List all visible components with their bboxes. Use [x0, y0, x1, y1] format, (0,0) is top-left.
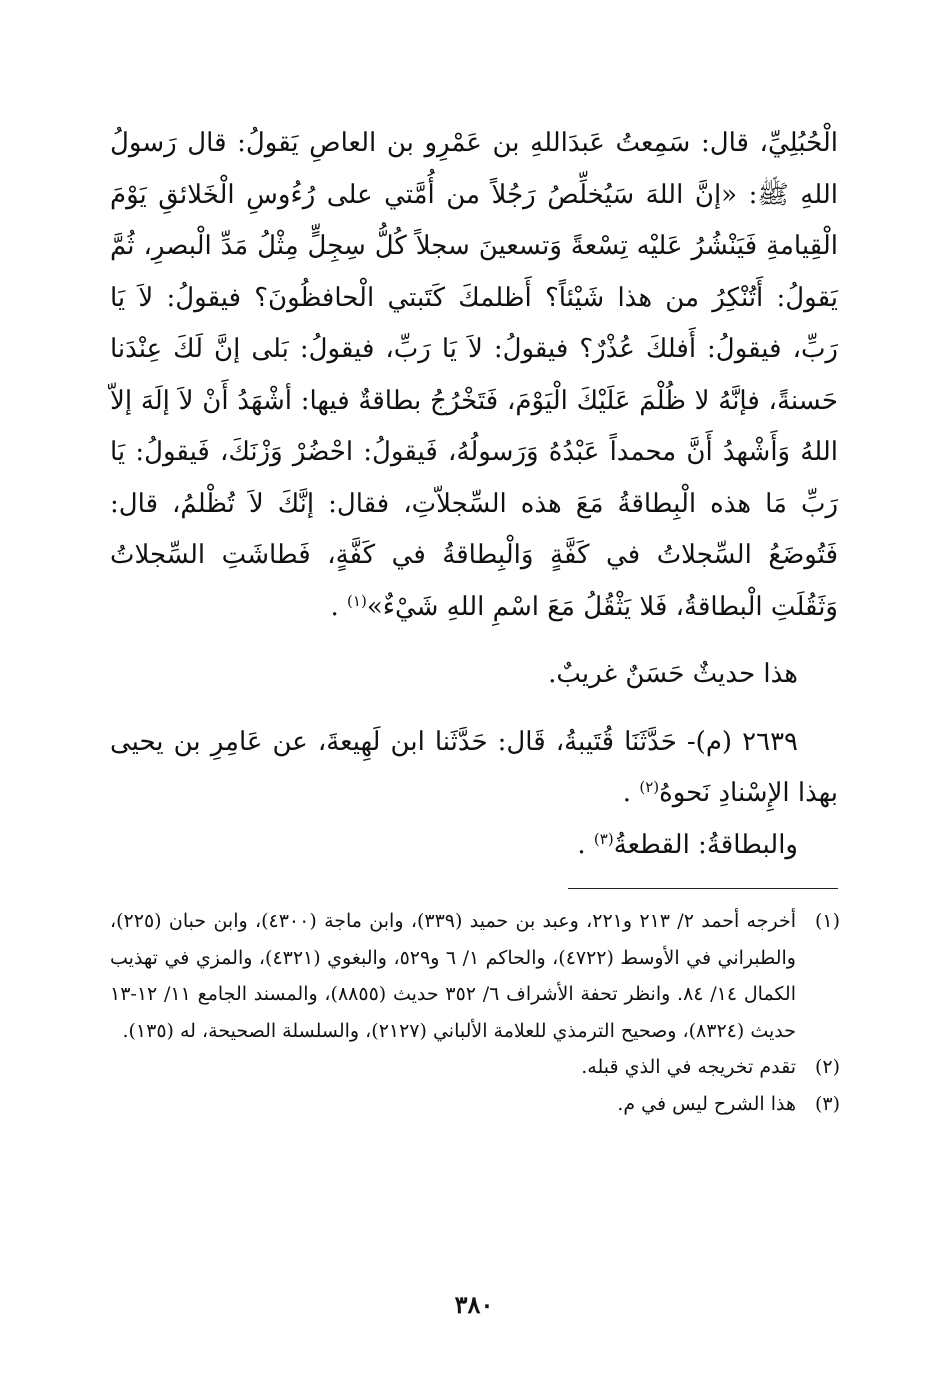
isnad-paragraph	[110, 717, 838, 820]
footnote-reference-3[interactable]: (٣)	[593, 829, 614, 848]
footnote-item	[110, 903, 840, 1049]
footnote-reference-2[interactable]: (٢)	[639, 778, 660, 796]
footnote-item	[110, 1049, 840, 1086]
footnote-number: (١)	[814, 910, 840, 932]
paragraph-end-mark: .	[622, 778, 640, 808]
main-text-body	[110, 118, 838, 871]
paragraph-end-mark: .	[577, 829, 594, 860]
footnote-separator	[568, 888, 838, 889]
footnote-item	[110, 1086, 840, 1123]
paragraph-end-mark: .	[330, 591, 348, 622]
footnote-text: أخرجه أحمد ٢/ ٢١٣ و٢٢١، وعبد بن حميد (٣٣٩)، وابن ماجة (٤٣٠٠)، وابن حبان (٢٢٥)، والطبراني في الأوسط (٤٧٢٢)، والحاكم ١/ ٦ و٥٢٩، والبغوي (٤٣٢١)، والمزي في تهذيب الكمال ١٤/ ٨٤. وانظر تحفة الأشراف ٦/ ٣٥٢ حديث (٨٨٥٥)، والمسند الجامع ١١/ ١٢-١٣ حديث (٨٣٢٤)، وصحيح الترمذي للعلامة الألباني (٢١٢٧)، والسلسلة الصحيحة، له (١٣٥).	[110, 910, 796, 1042]
footnote-reference-1[interactable]: (١)	[347, 591, 367, 610]
explanation-text: والبطاقةُ: القطعةُ	[613, 829, 798, 860]
explanation-paragraph	[110, 820, 838, 872]
footnote-text: هذا الشرح ليس في م.	[617, 1092, 796, 1115]
isnad-text: ٢٦٣٩ (م)- حَدَّثَنَا قُتَيبةُ، قَال: حَدَّثَنا ابن لَهِيعةَ، عن عَامِرِ بن يحيى بهذا الإِسْنادِ نَحوهُ	[110, 726, 838, 808]
footnote-number: (٣)	[814, 1092, 840, 1115]
footnote-number: (٢)	[814, 1056, 840, 1078]
hadith-paragraph	[110, 118, 838, 633]
footnote-text: تقدم تخريجه في الذي قبله.	[581, 1056, 796, 1078]
grading-paragraph: هذا حديثٌ حَسَنٌ غريبٌ.	[548, 659, 798, 689]
hadith-text: الْحُبُلِيِّ، قال: سَمِعتُ عَبدَاللهِ بن عَمْرِو بن العاصِ يَقولُ: قال رَسولُ اللهِ ﷺ: «إنَّ اللهَ سَيُخلِّصُ رَجُلاً من أُمَّتي على رُءُوسِ الْخَلائقِ يَوْمَ الْقِيامةِ فَيَنْشُرُ عَليْه تِسْعةً وَتسعينَ سجلاً كُلُّ سِجِلٍّ مِثْلُ مَدِّ الْبصرِ، ثُمَّ يَقولُ: أَتُنْكِرُ من هذا شَيْئاً؟ أَظلمكَ كَتَبتي الْحافظُونَ؟ فيقولُ: لاَ يَا رَبِّ، فيقولُ: أَفلكَ عُذْرٌ؟ فيقولُ: لاَ يَا رَبِّ، فيقولُ: بَلى إنَّ لَكَ عِنْدَنا حَسنةً، فإنَّهُ لا ظُلْمَ عَلَيْكَ الْيَوْمَ، فَتَخْرُجُ بطاقةٌ فيها: أشْهَدُ أَنْ لاَ إلَهَ إلاّ اللهُ وَأَشْهدُ أَنَّ محمداً عَبْدُهُ وَرَسولُهُ، فَيقولُ: احْضُرْ وَزْنَكَ، فَيقولُ: يَا رَبِّ مَا هذه الْبِطاقةُ مَعَ هذه السِّجلاّتِ، فقال: إنَّكَ لاَ تُظْلمُ، قال: فَتُوضَعُ السِّجلاتُ في كَفَّةٍ وَالْبِطاقةُ في كَفَّةٍ، فَطاشَتِ السِّجلاتُ وَثَقُلَتِ الْبطاقةُ، فَلا يَثْقُلُ مَعَ اسْمِ اللهِ شَيْءٌ»	[110, 128, 838, 622]
page-number: ٣٨٠	[454, 1290, 494, 1319]
footnotes-section	[110, 903, 840, 1122]
